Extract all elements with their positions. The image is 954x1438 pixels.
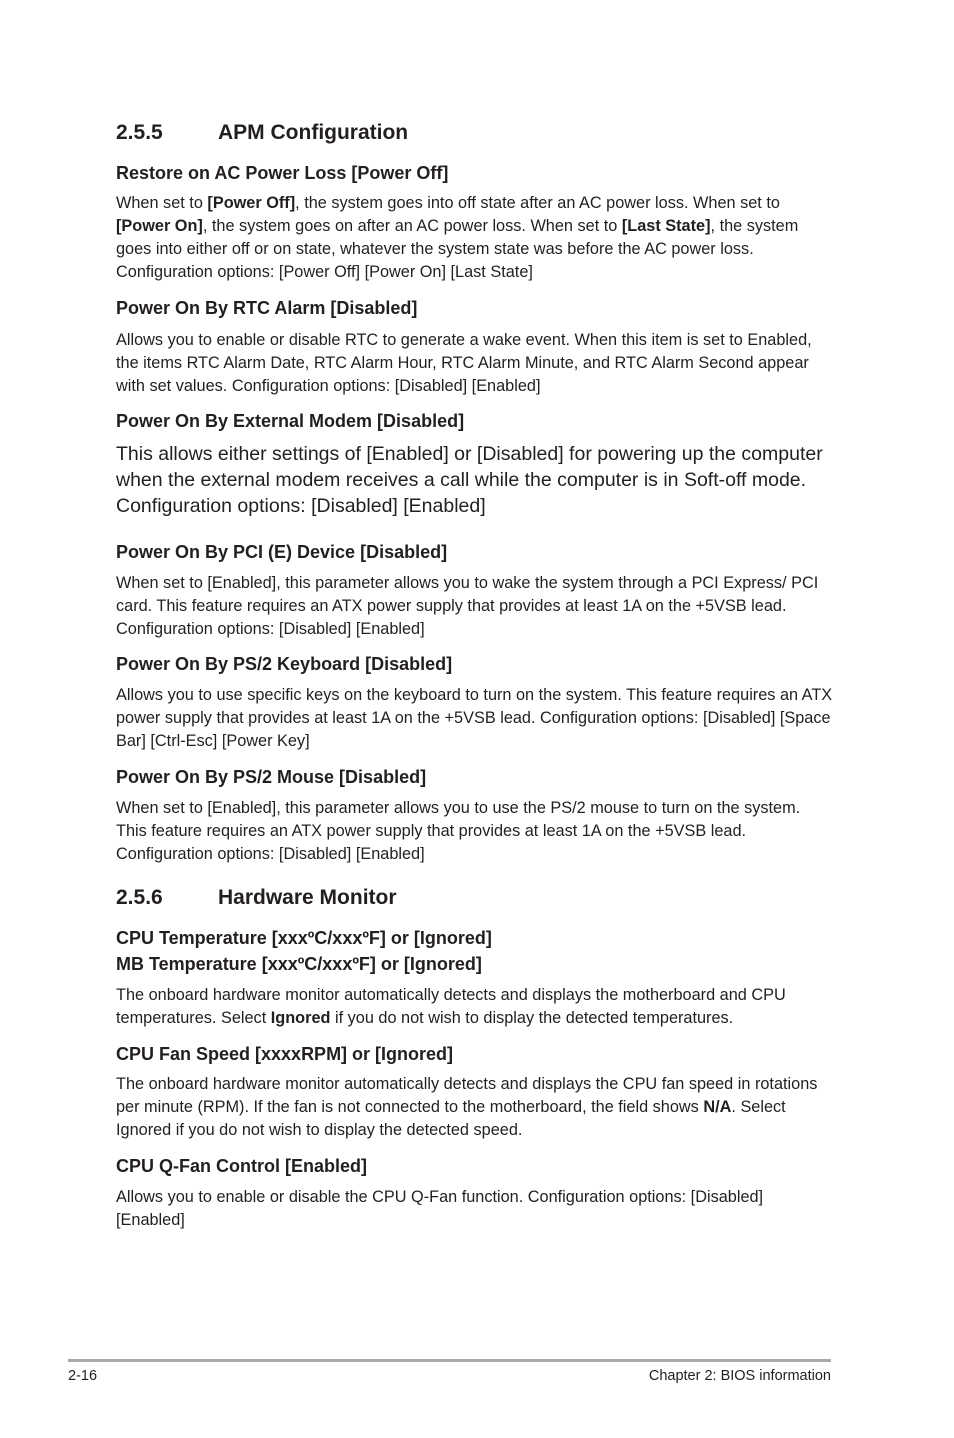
section-title-text: Hardware Monitor [218,886,397,909]
heading-rtc-alarm: Power On By RTC Alarm [Disabled] [116,298,418,318]
heading-pci-device: Power On By PCI (E) Device [Disabled] [116,542,448,562]
chapter-title: Chapter 2: BIOS information [648,1368,831,1384]
paragraph-cpu-qfan-control: Allows you to enable or disable the CPU Q-Fan function. Configuration options: [Disabled] [Enabled] [116,1188,764,1229]
heading-restore-ac-power-loss: Restore on AC Power Loss [Power Off] [116,163,449,183]
paragraph-pci-device: When set to [Enabled], this parameter allows you to wake the system through a PCI Express/ PCI card. This feature requires an ATX power supply that provides at least 1A on the +5VSB lead. Configuration options: [Disabled] [Enabled] [116,574,819,638]
heading-ps2-mouse: Power On By PS/2 Mouse [Disabled] [116,767,427,787]
page-number: 2-16 [68,1368,98,1384]
footer-divider [68,1359,831,1362]
section-number: 2.5.6 [116,886,163,909]
heading-ps2-keyboard: Power On By PS/2 Keyboard [Disabled] [116,654,453,674]
paragraph-cpu-fan-speed: The onboard hardware monitor automatically detects and displays the CPU fan speed in rotations per minute (RPM). If the fan is not connected to the motherboard, the field shows N/A. Select Ignored if you do not wish to display the detected speed. [116,1075,818,1139]
paragraph-ps2-keyboard: Allows you to use specific keys on the keyboard to turn on the system. This feature requires an ATX power supply that provides at least 1A on the +5VSB lead. Configuration options: [Disabled] [Space Bar] [Ctrl-Esc] [Power Key] [116,686,833,750]
section-title-text: APM Configuration [218,121,409,144]
heading-cpu-qfan-control: CPU Q-Fan Control [Enabled] [116,1156,367,1176]
paragraph-restore-ac-power-loss: When set to [Power Off], the system goes into off state after an AC power loss. When set to [Power On], the system goes on after an AC power loss. When set to [Last State], the system goes into either off or on state, whatever the system state was before the AC power loss. Configuration options: [Power Off] [Power On] [Last State] [116,194,799,281]
paragraph-temperature: The onboard hardware monitor automatically detects and displays the motherboard and CPU temperatures. Select Ignored if you do not wish to display the detected temperatures. [116,986,786,1027]
heading-cpu-fan-speed: CPU Fan Speed [xxxxRPM] or [Ignored] [116,1044,454,1064]
paragraph-ps2-mouse: When set to [Enabled], this parameter allows you to use the PS/2 mouse to turn on the system. This feature requires an ATX power supply that provides at least 1A on the +5VSB lead. Configuration options: [Disabled] [Enabled] [116,799,801,863]
section-number: 2.5.5 [116,121,163,144]
paragraph-rtc-alarm: Allows you to enable or disable RTC to generate a wake event. When this item is set to Enabled, the items RTC Alarm Date, RTC Alarm Hour, RTC Alarm Minute, and RTC Alarm Second appear with set values. Configuration options: [Disabled] [Enabled] [116,331,812,395]
paragraph-external-modem: This allows either settings of [Enabled] or [Disabled] for powering up the computer when the external modem receives a call while the computer is in Soft-off mode. Configuration options: [Disabled] [Enabled] [116,443,823,517]
heading-cpu-temperature: CPU Temperature [xxxºC/xxxºF] or [Ignored] [116,928,492,948]
section-title-hardware-monitor [116,885,397,911]
heading-mb-temperature: MB Temperature [xxxºC/xxxºF] or [Ignored] [116,954,482,974]
section-title-apm [116,120,408,146]
heading-external-modem: Power On By External Modem [Disabled] [116,411,465,431]
